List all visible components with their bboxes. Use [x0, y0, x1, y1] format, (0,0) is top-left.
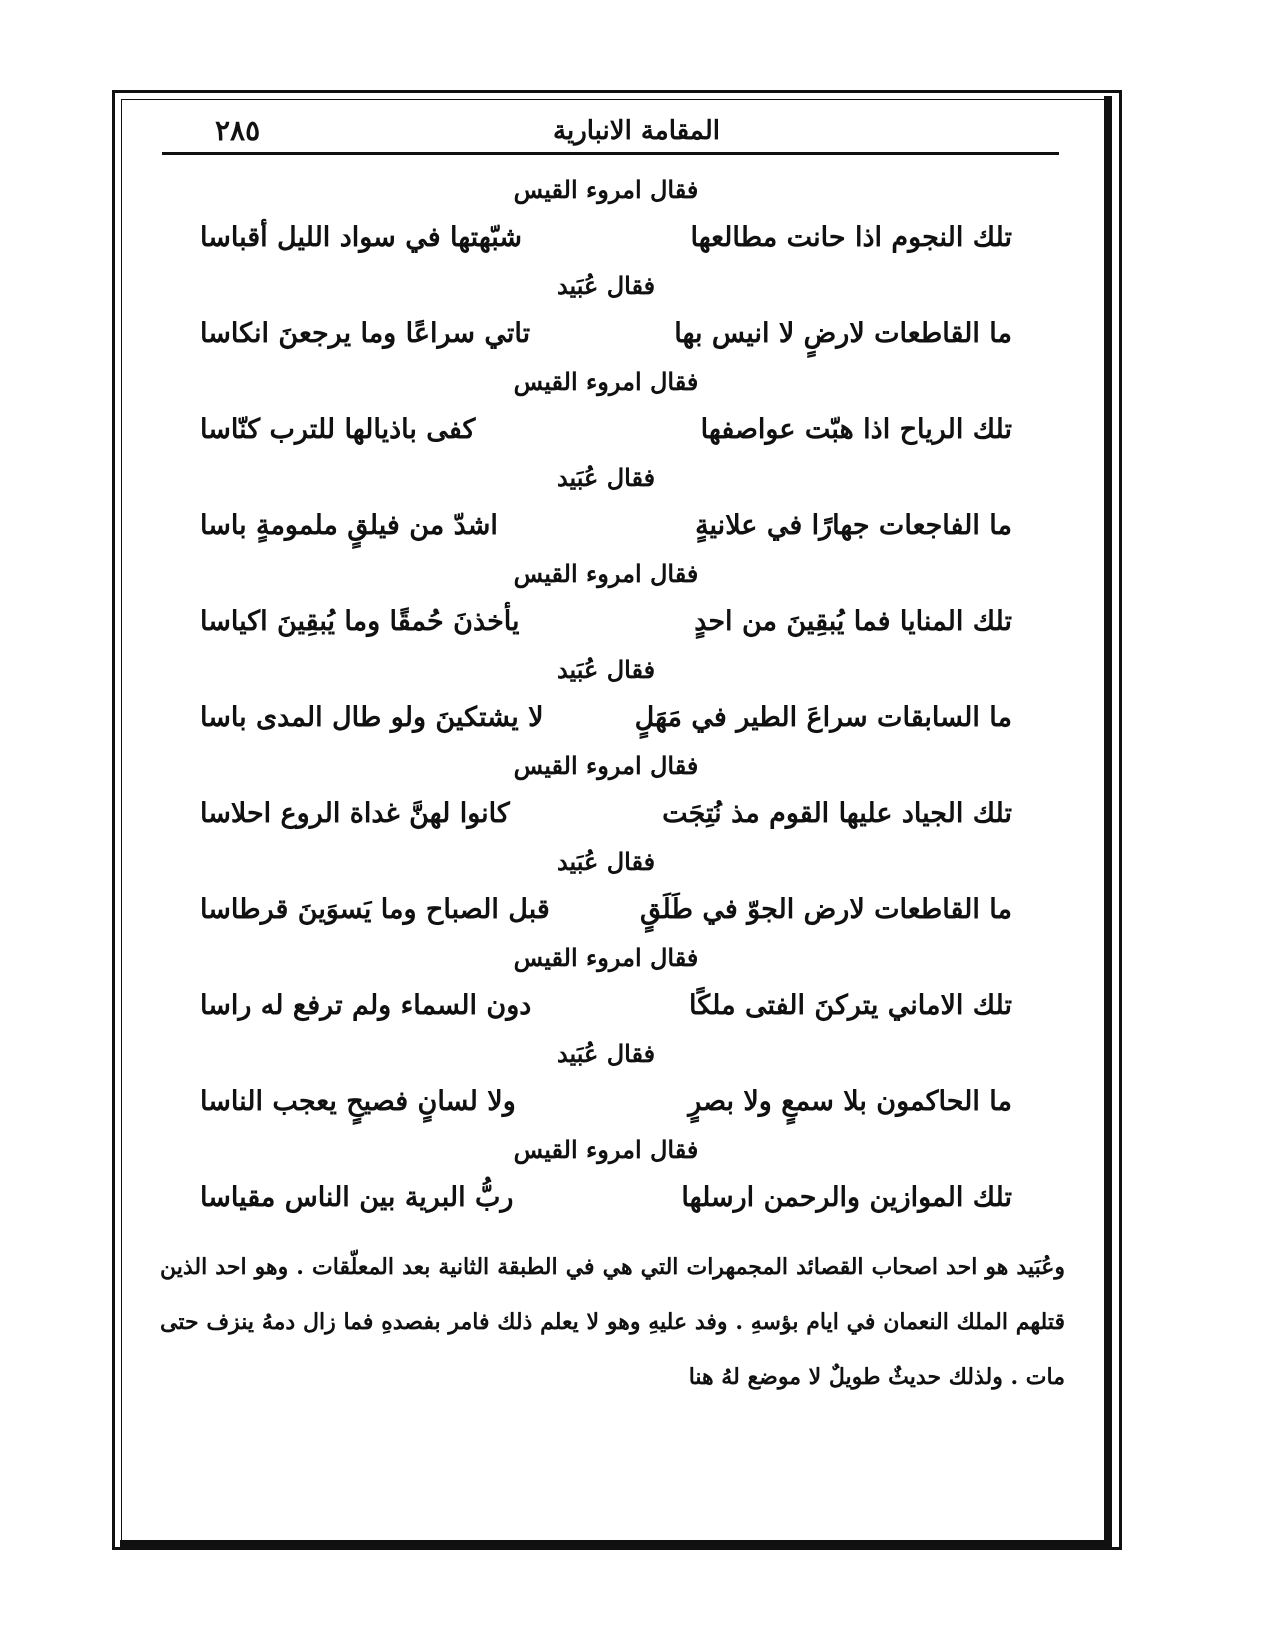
second-hemistich: لا يشتكينَ ولو طال المدى باسا	[200, 702, 544, 733]
page-border-shadow-bottom	[120, 1540, 1112, 1548]
first-hemistich: ما الفاجعات جهارًا في علانيةٍ	[695, 510, 1012, 541]
first-hemistich: تلك المنايا فما يُبقِينَ من احدٍ	[694, 606, 1012, 637]
verse-line	[200, 596, 1012, 648]
verse-line	[200, 980, 1012, 1032]
second-hemistich: دون السماء ولم ترفع له راسا	[200, 990, 532, 1021]
verse-line	[200, 692, 1012, 744]
verse-line	[200, 788, 1012, 840]
verse-line	[200, 404, 1012, 456]
page-header	[165, 108, 1060, 158]
speaker-line: فقال امروء القيس	[513, 943, 699, 972]
footnote-paragraph: وعُبَيد هو احد اصحاب القصائد المجمهرات التي هي في الطبقة الثانية بعد المعلّقات . وهو احد الذين قتلهم الملك النعمان في ايام بؤسهِ . وفد عليهِ وهو لا يعلم ذلك فامر بفصدهِ فما زال دمهُ ينزف حتى مات . ولذلك حديثٌ طويلٌ لا موضع لهُ هنا	[160, 1254, 1065, 1390]
second-hemistich: تاتي سراعًا وما يرجعنَ انكاسا	[200, 318, 531, 349]
speaker-line: فقال امروء القيس	[513, 367, 699, 396]
first-hemistich: تلك الموازين والرحمن ارسلها	[681, 1182, 1012, 1213]
header-rule	[162, 152, 1059, 155]
first-hemistich: تلك الاماني يتركنَ الفتى ملكًا	[689, 990, 1012, 1021]
speaker-line: فقال عُبَيد	[556, 271, 656, 300]
first-hemistich: ما القاطعات لارض الجوّ في طَلَقٍ	[639, 894, 1012, 925]
second-hemistich: اشدّ من فيلقٍ ملمومةٍ باسا	[200, 510, 498, 541]
first-hemistich: تلك الجياد عليها القوم مذ نُتِجَت	[662, 798, 1012, 829]
speaker-line: فقال امروء القيس	[513, 1135, 699, 1164]
verse-line	[200, 212, 1012, 264]
second-hemistich: كانوا لهنَّ غداة الروع احلاسا	[200, 798, 510, 829]
speaker-line: فقال عُبَيد	[556, 847, 656, 876]
second-hemistich: ربُّ البرية بين الناس مقياسا	[200, 1182, 514, 1213]
verse-dialogue	[200, 168, 1012, 1224]
speaker-line: فقال عُبَيد	[556, 655, 656, 684]
speaker-line: فقال امروء القيس	[513, 751, 699, 780]
speaker-line: فقال امروء القيس	[513, 175, 699, 204]
page-number: ٢٨٥	[215, 114, 261, 147]
verse-line	[200, 500, 1012, 552]
second-hemistich: يأخذنَ حُمقًا وما يُبقِينَ اكياسا	[200, 606, 520, 637]
second-hemistich: قبل الصباح وما يَسوَينَ قرطاسا	[200, 894, 550, 925]
verse-line	[200, 308, 1012, 360]
first-hemistich: تلك النجوم اذا حانت مطالعها	[690, 222, 1012, 253]
first-hemistich: ما السابقات سراعَ الطير في مَهَلٍ	[634, 702, 1012, 733]
speaker-line: فقال امروء القيس	[513, 559, 699, 588]
page-border-shadow-right	[1104, 96, 1112, 1548]
speaker-line: فقال عُبَيد	[556, 463, 656, 492]
speaker-line: فقال عُبَيد	[556, 1039, 656, 1068]
verse-line	[200, 1076, 1012, 1128]
first-hemistich: ما الحاكمون بلا سمعٍ ولا بصرٍ	[688, 1086, 1012, 1117]
second-hemistich: شبّهتها في سواد الليل أقباسا	[200, 222, 523, 253]
running-title: المقامة الانبارية	[553, 116, 720, 146]
second-hemistich: كفى باذيالها للترب كنّاسا	[200, 414, 476, 445]
first-hemistich: ما القاطعات لارضٍ لا انيس بها	[674, 318, 1012, 349]
verse-line	[200, 1172, 1012, 1224]
second-hemistich: ولا لسانٍ فصيحٍ يعجب الناسا	[200, 1086, 516, 1117]
first-hemistich: تلك الرياح اذا هبّت عواصفها	[700, 414, 1012, 445]
verse-line	[200, 884, 1012, 936]
